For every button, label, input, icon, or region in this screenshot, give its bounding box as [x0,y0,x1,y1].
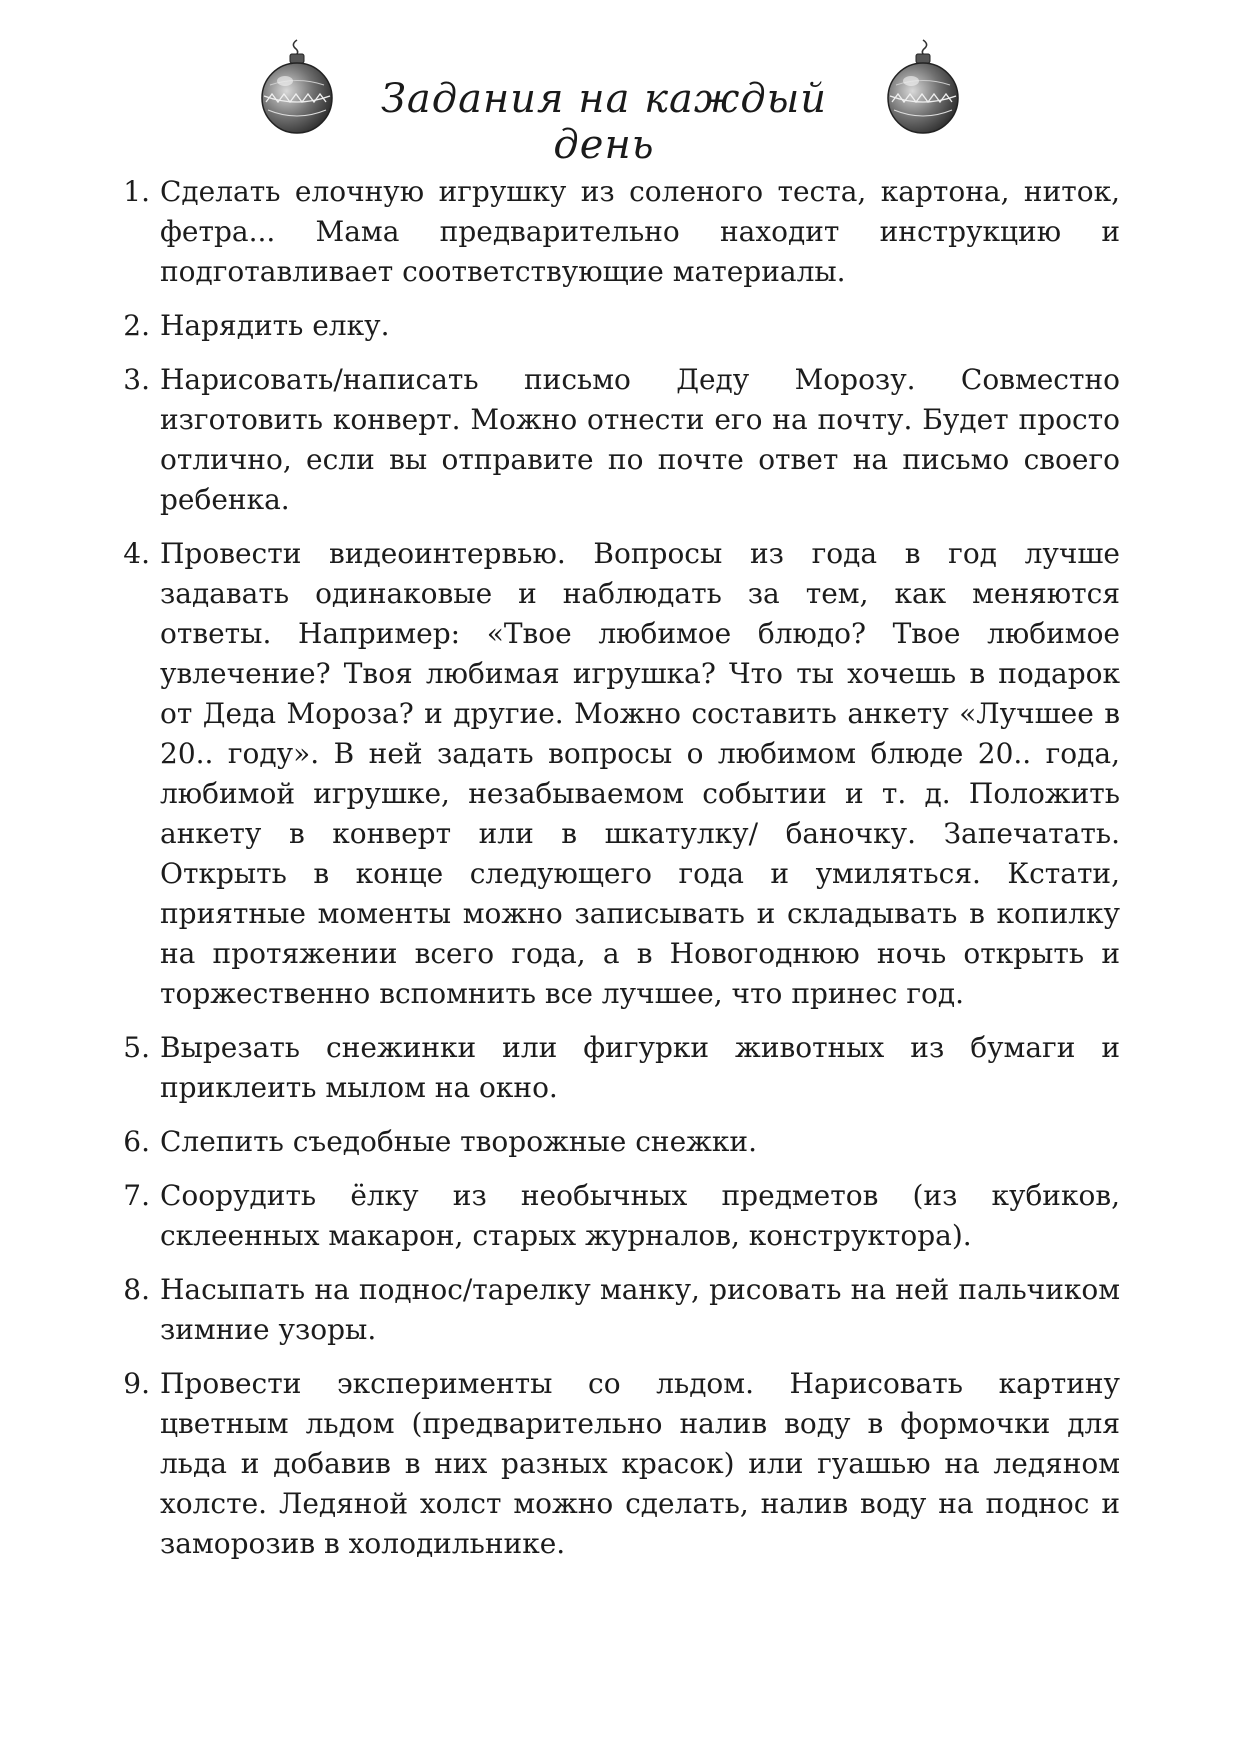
task-item [100,172,1120,292]
task-number: 8. [123,1273,150,1306]
task-text: Провести видеоинтервью. Вопросы из года в год лучше задавать одинаковые и наблюдать за тем, как меняются ответы. Например: «Твое любимое блюдо? Твое любимое увлечение? Твоя любимая игрушка? Что ты хочешь в подарок от Деда Мороза? и другие. Можно составить анкету «Лучшее в 20.. году». В ней задать вопросы о любимом блюде 20.. года, любимой игрушке, незабываемом событии и т. д. Положить анкету в конверт или в шкатулку/ баночку. Запечатать. Открыть в конце следующего года и умиляться. Кстати, приятные моменты можно записывать и складывать в копилку на протяжении всего года, а в Новогоднюю ночь открыть и торжественно вспомнить все лучшее, что принес год. [160,537,1120,1010]
task-text: Сделать елочную игрушку из соленого теста, картона, ниток, фетра... Мама предварительно находит инструкцию и подготавливает соответствующие материалы. [160,175,1120,288]
task-number: 2. [123,309,150,342]
task-item [100,1176,1120,1256]
task-number: 4. [123,537,150,570]
task-text: Соорудить ёлку из необычных предметов (из кубиков, склеенных макарон, старых журналов, конструктора). [160,1179,1120,1252]
christmas-ball-icon [258,38,336,138]
task-number: 1. [123,175,150,208]
task-number: 3. [123,363,150,396]
task-text: Слепить съедобные творожные снежки. [160,1125,757,1158]
task-text: Нарядить елку. [160,309,390,342]
task-item [100,534,1120,1014]
task-item [100,360,1120,520]
christmas-ball-icon [884,38,962,138]
task-number: 9. [123,1367,150,1400]
page-header [0,38,1240,168]
task-number: 6. [123,1125,150,1158]
task-number: 5. [123,1031,150,1064]
task-text: Нарисовать/написать письмо Деду Морозу. Совместно изготовить конверт. Можно отнести его на почту. Будет просто отлично, если вы отправите по почте ответ на письмо своего ребенка. [160,363,1120,516]
task-item [100,1122,1120,1162]
task-item [100,1028,1120,1108]
task-item [100,306,1120,346]
task-number: 7. [123,1179,150,1212]
task-text: Насыпать на поднос/тарелку манку, рисовать на ней пальчиком зимние узоры. [160,1273,1120,1346]
task-text: Провести эксперименты со льдом. Нарисовать картину цветным льдом (предварительно налив воду в формочки для льда и добавив в них разных красок) или гуашью на ледяном холсте. Ледяной холст можно сделать, налив воду на поднос и заморозив в холодильнике. [160,1367,1120,1560]
task-item [100,1364,1120,1564]
page-title: Задания на каждый день [380,76,828,168]
task-text: Вырезать снежинки или фигурки животных из бумаги и приклеить мылом на окно. [160,1031,1120,1104]
task-item [100,1270,1120,1350]
task-list [100,172,1120,1578]
